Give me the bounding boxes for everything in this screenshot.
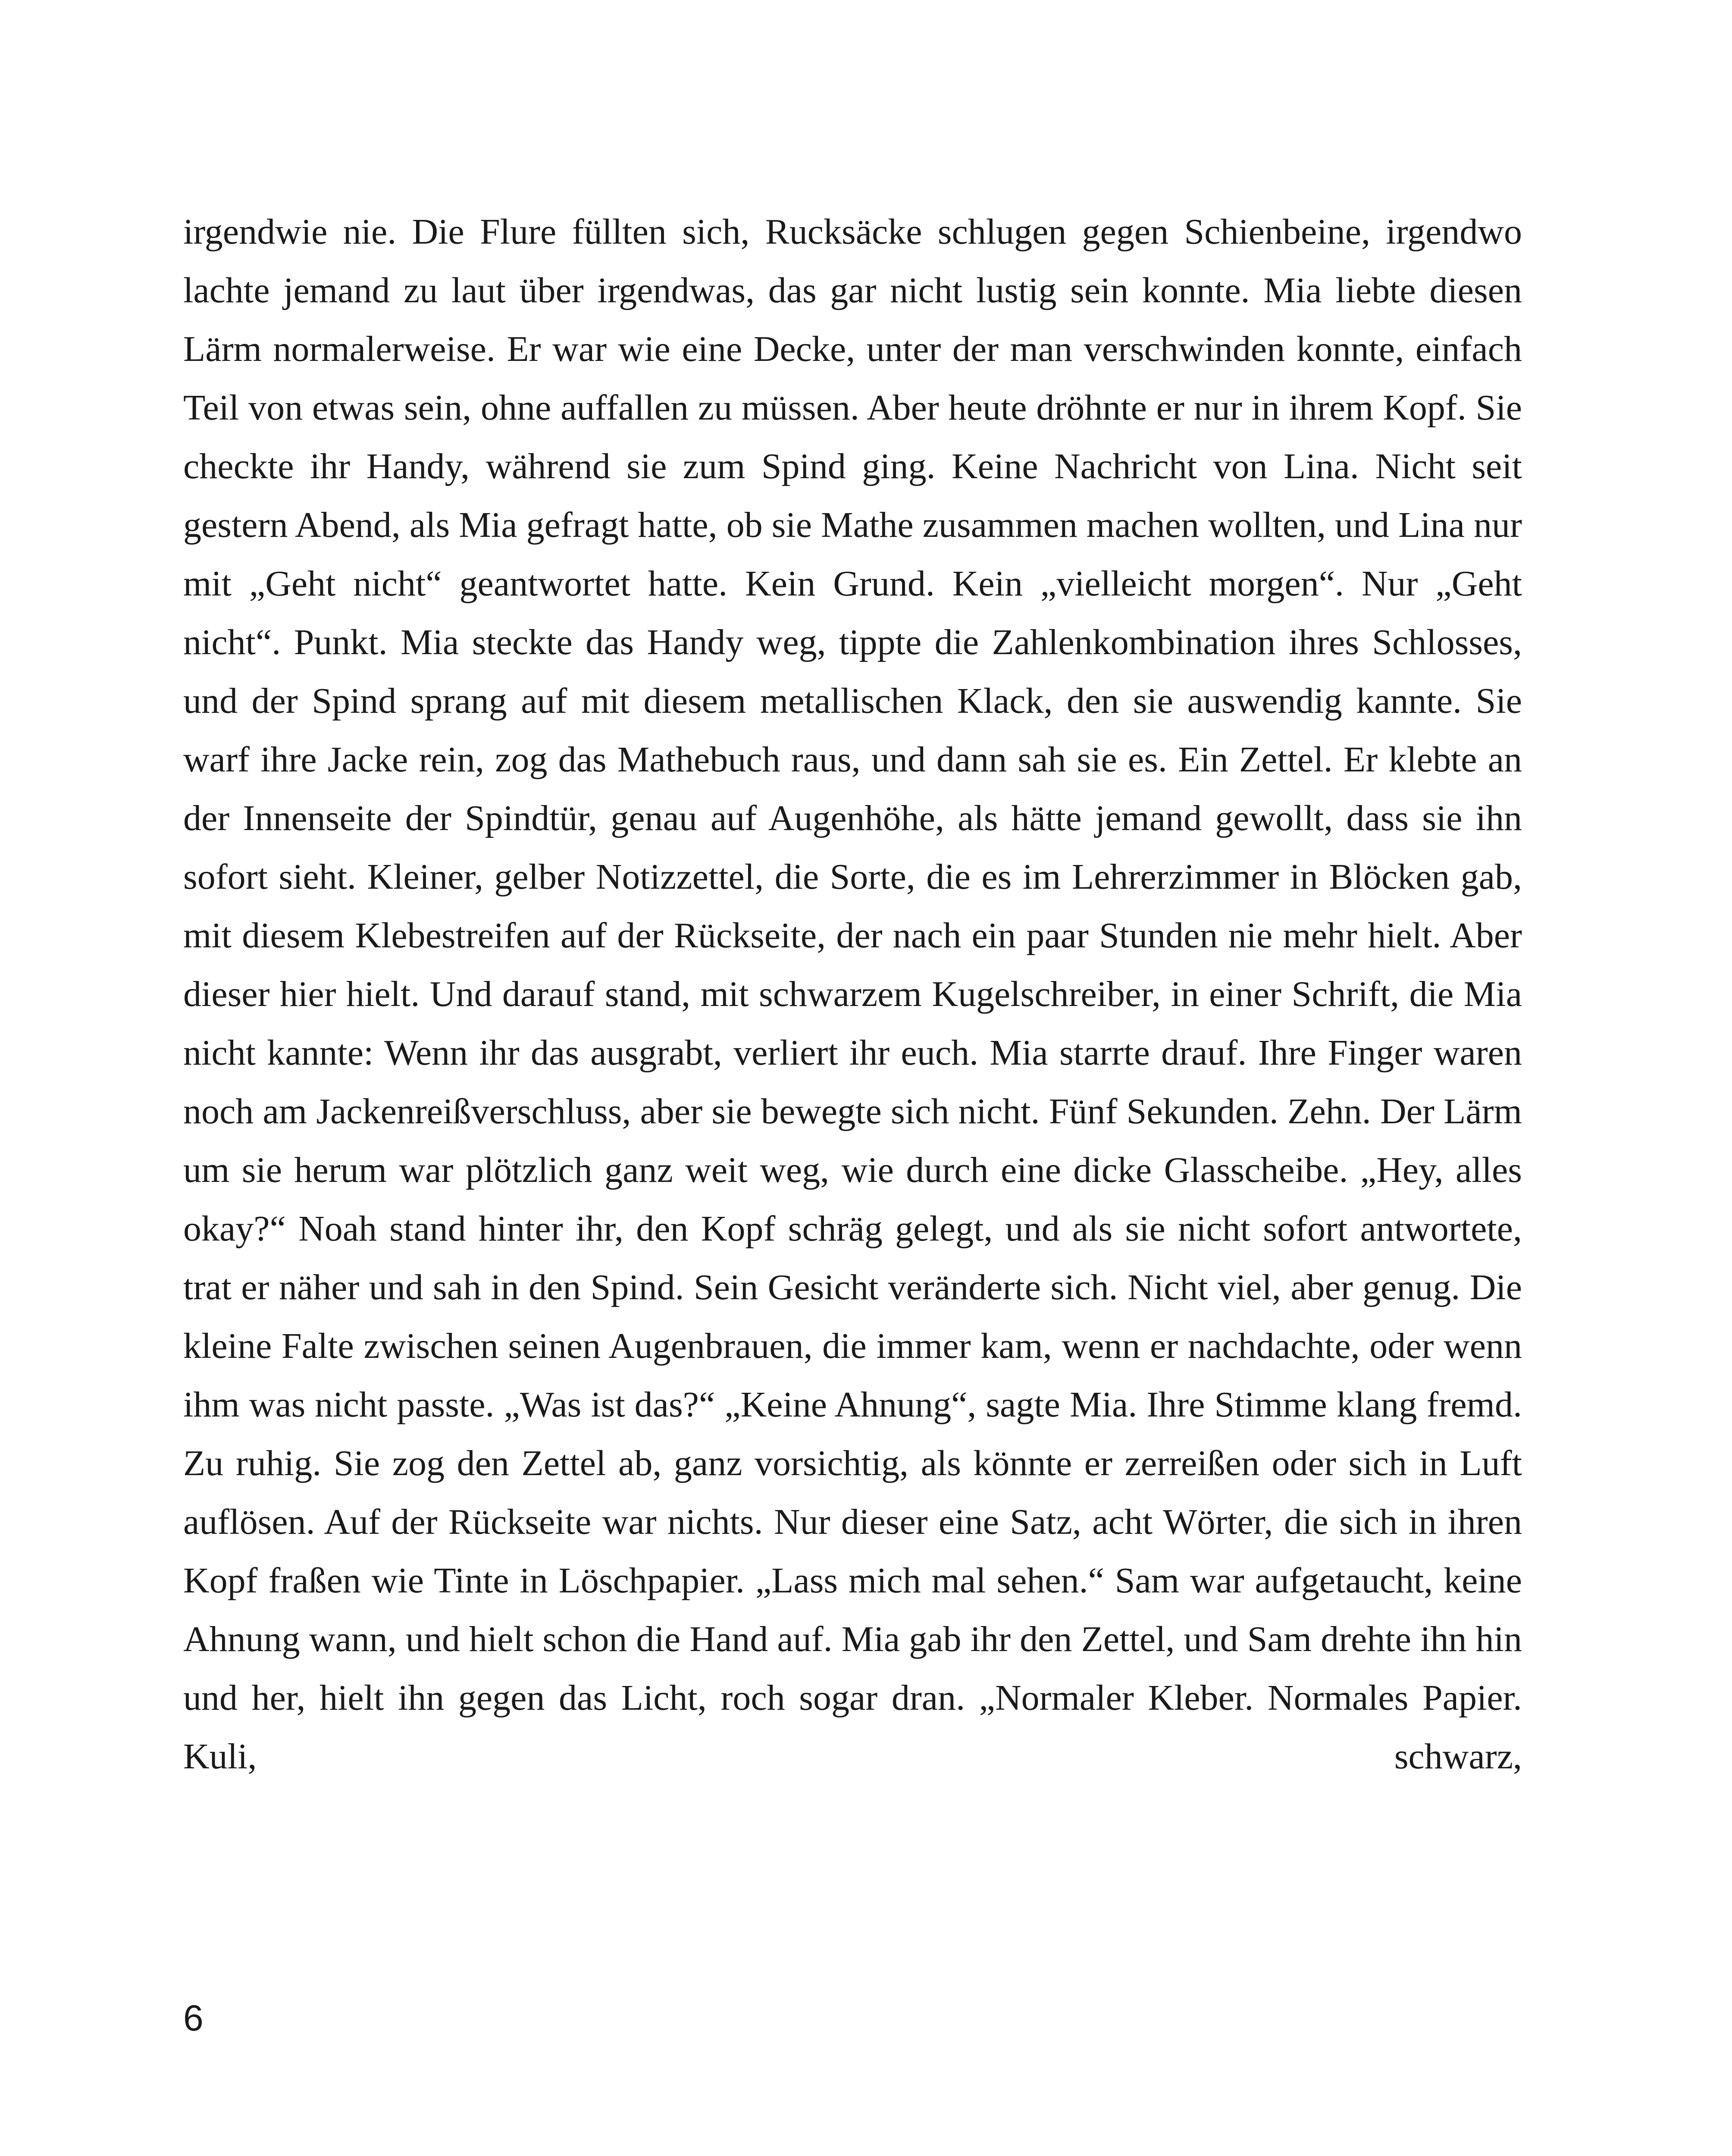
page-number: 6 <box>183 1998 204 2038</box>
body-paragraph: irgendwie nie. Die Flure füllten sich, Rucksäcke schlugen gegen Schienbeine, irgendwo lachte jemand zu laut über irgendwas, das gar nicht lustig sein konnte. Mia liebte diesen Lärm normalerweise. Er war wie eine Decke, unter der man verschwinden konnte, einfach Teil von etwas sein, ohne auffallen zu müssen. Aber heute dröhnte er nur in ihrem Kopf. Sie checkte ihr Handy, während sie zum Spind ging. Keine Nachricht von Lina. Nicht seit gestern Abend, als Mia gefragt hatte, ob sie Mathe zusammen machen wollten, und Lina nur mit „Geht nicht“ geantwortet hatte. Kein Grund. Kein „vielleicht morgen“. Nur „Geht nicht“. Punkt. Mia steckte das Handy weg, tippte die Zahlenkombination ihres Schlosses, und der Spind sprang auf mit diesem metallischen Klack, den sie auswendig kannte. Sie warf ihre Jacke rein, zog das Mathebuch raus, und dann sah sie es. Ein Zettel. Er klebte an der Innenseite der Spindtür, genau auf Augenhöhe, als hätte jemand gewollt, dass sie ihn sofort sieht. Kleiner, gelber Notizzettel, die Sorte, die es im Lehrerzimmer in Blöcken gab, mit diesem Klebestreifen auf der Rückseite, der nach ein paar Stunden nie mehr hielt. Aber dieser hier hielt. Und darauf stand, mit schwarzem Kugelschreiber, in einer Schrift, die Mia nicht kannte: Wenn ihr das ausgrabt, verliert ihr euch. Mia starrte drauf. Ihre Finger waren noch am Jackenreißverschluss, aber sie bewegte sich nicht. Fünf Sekunden. Zehn. Der Lärm um sie herum war plötzlich ganz weit weg, wie durch eine dicke Glasscheibe. „Hey, alles okay?“ Noah stand hinter ihr, den Kopf schräg gelegt, und als sie nicht sofort antwortete, trat er näher und sah in den Spind. Sein Gesicht veränderte sich. Nicht viel, aber genug. Die kleine Falte zwischen seinen Augenbrauen, die immer kam, wenn er nachdachte, oder wenn ihm was nicht passte. „Was ist das?“ „Keine Ahnung“, sagte Mia. Ihre Stimme klang fremd. Zu ruhig. Sie zog den Zettel ab, ganz vorsichtig, als könnte er zerreißen oder sich in Luft auflösen. Auf der Rückseite war nichts. Nur dieser eine Satz, acht Wörter, die sich in ihren Kopf fraßen wie Tinte in Löschpapier. „Lass mich mal sehen.“ Sam war aufgetaucht, keine Ahnung wann, und hielt schon die Hand auf. Mia gab ihr den Zettel, und Sam drehte ihn hin und her, hielt ihn gegen das Licht, roch sogar dran. „Normaler Kleber. Normales Papier. Kuli, schwarz, <box>183 212 1522 1777</box>
